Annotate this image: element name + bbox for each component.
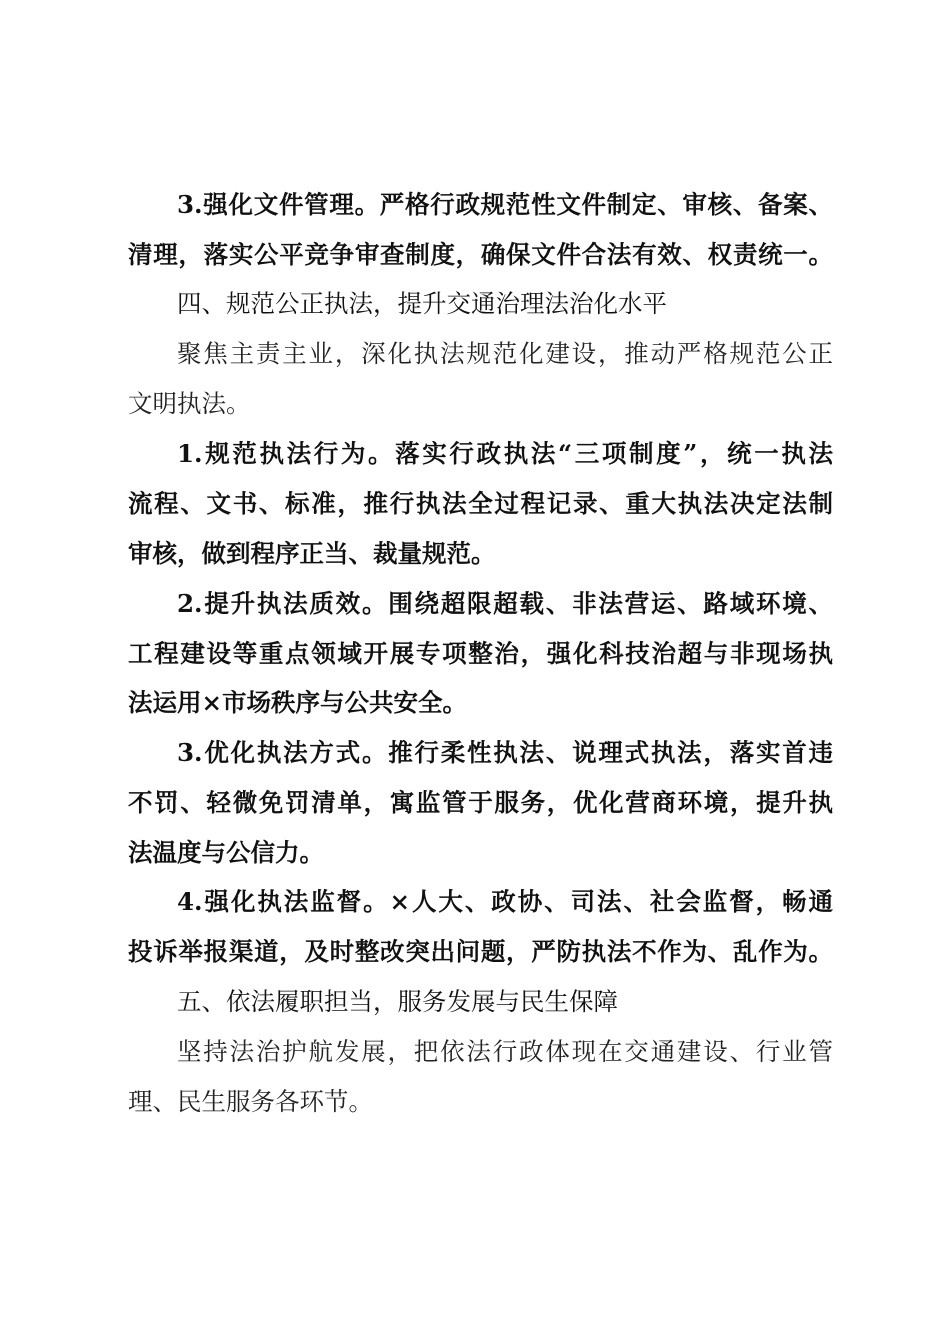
paragraph-line: 3.优化执法方式。推行柔性执法、说理式执法，落实首违	[177, 738, 833, 767]
paragraph-line: 流程、文书、标准，推行执法全过程记录、重大执法决定法制	[128, 489, 833, 518]
paragraph-line: 法温度与公信力。	[128, 838, 324, 867]
paragraph-line: 法运用×市场秩序与公共安全。	[128, 688, 468, 717]
paragraph-line: 聚焦主责主业，深化执法规范化建设，推动严格规范公正	[177, 339, 833, 368]
paragraph-line: 清理，落实公平竞争审查制度，确保文件合法有效、权责统一。	[128, 240, 833, 269]
paragraph-line: 文明执法。	[128, 389, 251, 418]
paragraph-line: 审核，做到程序正当、裁量规范。	[128, 539, 496, 568]
paragraph-line: 投诉举报渠道，及时整改突出问题，严防执法不作为、乱作为。	[128, 937, 833, 966]
paragraph-line: 1.规范执法行为。落实行政执法“三项制度”，统一执法	[177, 439, 833, 468]
paragraph-line: 坚持法治护航发展，把依法行政体现在交通建设、行业管	[177, 1037, 833, 1066]
paragraph-line: 不罚、轻微免罚清单，寓监管于服务，优化营商环境，提升执	[128, 788, 833, 817]
paragraph-line: 2.提升执法质效。围绕超限超载、非法营运、路域环境、	[177, 589, 833, 618]
paragraph-line: 3.强化文件管理。严格行政规范性文件制定、审核、备案、	[177, 190, 833, 219]
paragraph-line: 4.强化执法监督。×人大、政协、司法、社会监督，畅通	[177, 887, 833, 916]
section-heading: 四、规范公正执法，提升交通治理法治化水平	[177, 289, 667, 318]
paragraph-line: 理、民生服务各环节。	[128, 1087, 373, 1116]
paragraph-line: 工程建设等重点领域开展专项整治，强化科技治超与非现场执	[128, 639, 833, 668]
section-heading: 五、依法履职担当，服务发展与民生保障	[177, 987, 618, 1016]
